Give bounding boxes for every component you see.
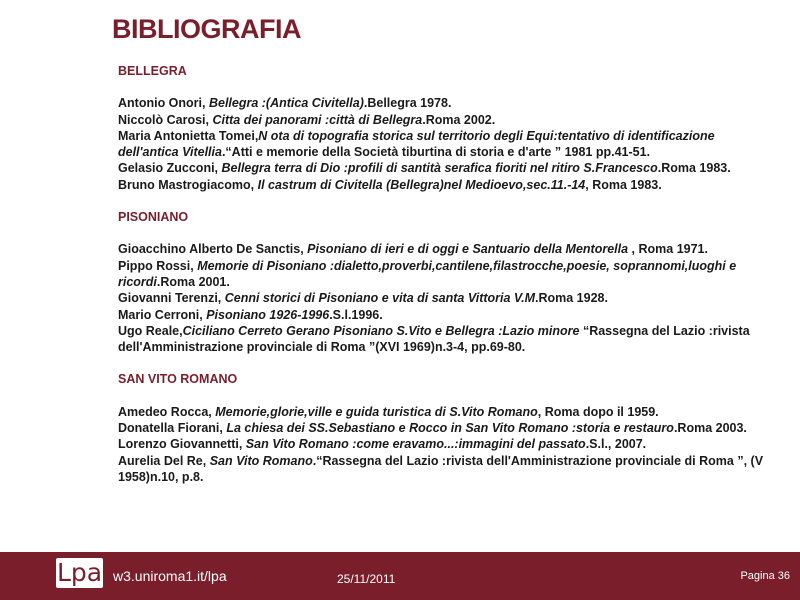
entry-text: Ugo Reale, bbox=[118, 323, 183, 338]
entry-text: .Roma 2001. bbox=[156, 274, 230, 289]
entry-text: .Roma 2002. bbox=[422, 112, 496, 127]
bibliography-entry bbox=[118, 177, 768, 193]
entry-text: Bruno Mastrogiacomo, bbox=[118, 177, 258, 192]
entry-list bbox=[118, 404, 768, 485]
bibliography-entry bbox=[118, 436, 768, 452]
entry-text: Maria Antonietta Tomei, bbox=[118, 128, 259, 143]
entry-title: San Vito Romano bbox=[209, 453, 313, 468]
entry-text: Giovanni Terenzi, bbox=[118, 291, 225, 306]
bibliography-entry bbox=[118, 453, 768, 486]
site-link[interactable]: w3.uniroma1.it/lpa bbox=[113, 568, 227, 584]
entry-text: “Rassegna del Lazio :rivista dell'Amministrazione provinciale di Roma ”(XVI 1969)n.3-4, pp.69-80. bbox=[118, 323, 750, 355]
entry-text: , Roma 1983. bbox=[585, 177, 662, 192]
section-heading: PISONIANO bbox=[118, 210, 189, 225]
section-heading: SAN VITO ROMANO bbox=[118, 372, 238, 387]
entry-title: Pisoniano di ieri e di oggi e Santuario della Mentorella bbox=[307, 242, 629, 257]
footer-bar bbox=[0, 552, 800, 600]
entry-text: .Roma 1983. bbox=[657, 161, 731, 176]
entry-title: N ota di topografia storica sul territorio degli Equi:tentativo di identificazione dell'antica Vitellia bbox=[118, 128, 715, 160]
section-bellegra bbox=[118, 63, 768, 193]
footer-date: 25/11/2011 bbox=[337, 572, 396, 586]
entry-title: Il castrum di Civitella (Bellegra)nel Medioevo,sec.11.-14 bbox=[257, 177, 586, 192]
bibliography-entry bbox=[118, 241, 768, 257]
lpa-logo: Lpa bbox=[56, 558, 103, 587]
entry-title: Memorie,glorie,ville e guida turistica di S.Vito Romano bbox=[215, 404, 538, 419]
page-title: BIBLIOGRAFIA bbox=[112, 14, 301, 44]
entry-title: La chiesa dei SS.Sebastiano e Rocco in San Vito Romano :storia e restauro bbox=[226, 421, 674, 436]
entry-title: Bellegra terra di Dio :profili di santità serafica fioriti nel ritiro S.Francesco bbox=[221, 161, 658, 176]
bibliography-entry bbox=[118, 258, 768, 291]
entry-title: Citta dei panorami :città di Bellegra bbox=[212, 112, 423, 127]
entry-text: .Roma 1928. bbox=[535, 291, 608, 306]
entry-text: Donatella Fiorani, bbox=[118, 421, 227, 436]
entry-text: Gelasio Zucconi, bbox=[118, 161, 222, 176]
section-pisoniano bbox=[118, 209, 768, 355]
entry-text: Niccolò Carosi, bbox=[118, 112, 213, 127]
entry-text: Antonio Onori, bbox=[118, 96, 209, 111]
entry-text: .“Atti e memorie della Società tiburtina di storia e d'arte ” 1981 pp.41-51. bbox=[221, 145, 651, 160]
entry-title: San Vito Romano :come eravamo...:immagini del passato bbox=[245, 437, 586, 452]
entry-text: .S.l.1996. bbox=[329, 307, 383, 322]
bibliography-entry bbox=[118, 404, 768, 420]
section-san-vito-romano bbox=[118, 371, 768, 485]
entry-title: Ciciliano Cerreto Gerano Pisoniano S.Vito e Bellegra :Lazio minore bbox=[182, 323, 580, 338]
entry-text: Aurelia Del Re, bbox=[118, 453, 210, 468]
entry-text: Amedeo Rocca, bbox=[118, 404, 216, 419]
section-heading: BELLEGRA bbox=[118, 64, 187, 78]
entry-text: Lorenzo Giovannetti, bbox=[118, 437, 246, 452]
entry-title: Memorie di Pisoniano :dialetto,proverbi,cantilene,filastrocche,poesie, soprannomi,luoghi e ricordi bbox=[118, 258, 737, 289]
bibliography-content bbox=[118, 63, 768, 501]
page-number: Pagina 36 bbox=[740, 570, 790, 582]
bibliography-entry bbox=[118, 160, 768, 176]
entry-title: Pisoniano 1926-1996 bbox=[206, 307, 330, 322]
bibliography-entry bbox=[118, 112, 768, 128]
bibliography-entry bbox=[118, 95, 768, 111]
entry-title: Cenni storici di Pisoniano e vita di santa Vittoria V.M bbox=[224, 291, 535, 306]
entry-list bbox=[118, 241, 768, 355]
entry-title: Bellegra :(Antica Civitella) bbox=[208, 96, 364, 111]
bibliography-entry bbox=[118, 290, 768, 306]
entry-text: .Bellegra 1978. bbox=[363, 96, 452, 111]
entry-text: Gioacchino Alberto De Sanctis, bbox=[118, 242, 308, 257]
entry-text: Pippo Rossi, bbox=[118, 258, 198, 273]
entry-text: .S.l., 2007. bbox=[585, 437, 647, 452]
bibliography-entry bbox=[118, 307, 768, 323]
entry-text: .Roma 2003. bbox=[673, 421, 747, 436]
bibliography-entry bbox=[118, 323, 768, 356]
bibliography-entry bbox=[118, 420, 768, 436]
entry-text: , Roma 1971. bbox=[628, 242, 708, 257]
entry-list bbox=[118, 95, 768, 193]
bibliography-entry bbox=[118, 128, 768, 161]
entry-text: , Roma dopo il 1959. bbox=[537, 404, 659, 419]
entry-text: Mario Cerroni, bbox=[118, 307, 207, 322]
entry-text: .“Rassegna del Lazio :rivista dell'Amministrazione provinciale di Roma ”, (V 1958)n.10, p.8. bbox=[118, 453, 764, 484]
